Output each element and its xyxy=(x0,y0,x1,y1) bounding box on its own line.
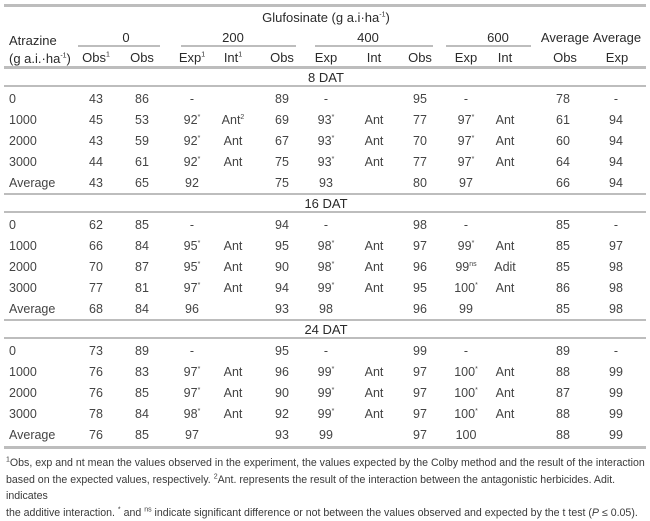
table-cell: 81 xyxy=(135,281,149,295)
top-rule xyxy=(4,4,646,7)
table-cell: 88 xyxy=(556,407,570,421)
atrazine-dose-cell: 3000 xyxy=(9,407,37,421)
subheader-7: Obs xyxy=(408,51,432,65)
table-cell: Ant xyxy=(496,239,515,253)
table-cell: 95* xyxy=(184,239,201,253)
section-end-rule xyxy=(4,193,646,195)
table-cell: Ant xyxy=(496,386,515,400)
table-cell: 62 xyxy=(89,218,103,232)
table-cell: 98 xyxy=(413,218,427,232)
table-cell: Ant xyxy=(496,365,515,379)
atrazine-dose-cell: 3000 xyxy=(9,281,37,295)
group-rule-600 xyxy=(446,45,531,47)
table-cell: 97 xyxy=(413,365,427,379)
table-cell: 89 xyxy=(556,344,570,358)
table-cell: 93 xyxy=(275,302,289,316)
table-cell: 85 xyxy=(556,302,570,316)
table-cell: 95 xyxy=(413,281,427,295)
table-cell: 85 xyxy=(135,386,149,400)
table-cell: 92 xyxy=(185,176,199,190)
table-cell: 95 xyxy=(275,239,289,253)
table-cell: 97* xyxy=(458,155,475,169)
table-cell: 94 xyxy=(609,134,623,148)
atrazine-unit-header: (g $a.i.\cdot ha^{-1}$) xyxy=(9,52,71,66)
table-cell: 61 xyxy=(556,113,570,127)
subheader-6: Int xyxy=(367,51,381,65)
table-cell: 95 xyxy=(275,344,289,358)
table-cell: 92* xyxy=(184,134,201,148)
table-cell: - xyxy=(464,344,468,358)
table-cell: Ant xyxy=(365,239,384,253)
table-cell: 100* xyxy=(454,407,478,421)
table-cell: 92* xyxy=(184,155,201,169)
table-cell: 97 xyxy=(185,428,199,442)
atrazine-dose-cell: 2000 xyxy=(9,260,37,274)
table-cell: 85 xyxy=(135,218,149,232)
table-cell: Ant xyxy=(496,155,515,169)
table-cell: 86 xyxy=(556,281,570,295)
footnote-line-3: the additive interaction. * and $^{ns}$ indicate significant difference or not between the values observed and expected by the t test (P ≤ 0.05). xyxy=(6,505,646,521)
table-cell: 94 xyxy=(275,218,289,232)
group-rule-200 xyxy=(181,45,296,47)
table-cell: Ant xyxy=(365,113,384,127)
table-cell: 75 xyxy=(275,155,289,169)
group-rule-400 xyxy=(315,45,433,47)
table-cell: 65 xyxy=(135,176,149,190)
table-cell: 95* xyxy=(184,260,201,274)
table-cell: 97 xyxy=(609,239,623,253)
footnote-line-2: based on the expected values, respectively. $^2$Ant. represents the result of the interaction between the antagonistic herbicides. Adit. indicates xyxy=(6,472,646,505)
table-cell: 93 xyxy=(275,428,289,442)
table-cell: 73 xyxy=(89,344,103,358)
table-cell: - xyxy=(324,344,328,358)
table-cell: 99 xyxy=(459,302,473,316)
table-cell: 43 xyxy=(89,92,103,106)
table-cell: 66 xyxy=(89,239,103,253)
header-bottom-rule xyxy=(4,66,646,69)
table-cell: 87 xyxy=(135,260,149,274)
dose-header-0: 0 xyxy=(122,31,129,45)
table-cell: 99* xyxy=(318,407,335,421)
table-cell: 97* xyxy=(458,113,475,127)
table-cell: 99 xyxy=(609,365,623,379)
table-cell: Ant xyxy=(496,281,515,295)
table-cell: 89 xyxy=(135,344,149,358)
atrazine-dose-cell: 0 xyxy=(9,218,16,232)
table-cell: 97 xyxy=(413,386,427,400)
subheader-3: Int$^1$ xyxy=(224,51,242,65)
table-cell: 93* xyxy=(318,134,335,148)
table-cell: 98 xyxy=(609,260,623,274)
table-cell: 75 xyxy=(275,176,289,190)
table-cell: Adit xyxy=(494,260,516,274)
table-cell: Ant xyxy=(365,386,384,400)
table-cell: Ant xyxy=(365,260,384,274)
table-cell: 97* xyxy=(184,281,201,295)
table-cell: 99* xyxy=(318,281,335,295)
table-cell: 99 xyxy=(609,428,623,442)
table-cell: 61 xyxy=(135,155,149,169)
table-cell: 87 xyxy=(556,386,570,400)
table-cell: 93* xyxy=(318,113,335,127)
atrazine-dose-cell: 1000 xyxy=(9,113,37,127)
table-cell: 94 xyxy=(609,113,623,127)
table-cell: 70 xyxy=(413,134,427,148)
table-cell: 97 xyxy=(459,176,473,190)
table-cell: 96 xyxy=(413,302,427,316)
table-cell: - xyxy=(324,92,328,106)
table-cell: 90 xyxy=(275,386,289,400)
bottom-rule xyxy=(4,446,646,449)
group-rule-0 xyxy=(78,45,160,47)
table-cell: Ant xyxy=(365,407,384,421)
average-exp-sub: Exp xyxy=(606,51,628,65)
section-rule xyxy=(4,85,646,87)
table-cell: Ant xyxy=(224,386,243,400)
dose-header-600: 600 xyxy=(487,31,509,45)
table-cell: 77 xyxy=(413,113,427,127)
table-cell: 99 xyxy=(413,344,427,358)
table-cell: 99 xyxy=(609,407,623,421)
table-cell: 43 xyxy=(89,134,103,148)
table-cell: 76 xyxy=(89,428,103,442)
table-cell: Ant xyxy=(224,134,243,148)
subheader-0: Obs$^1$ xyxy=(82,51,110,65)
atrazine-dose-cell: Average xyxy=(9,302,55,316)
footnote-line-1: $^1$Obs, exp and nt mean the values observed in the experiment, the values expected by the Colby method and the result of the interaction xyxy=(6,455,646,472)
table-cell: 89 xyxy=(275,92,289,106)
subheader-1: Obs xyxy=(130,51,154,65)
table-cell: 97 xyxy=(413,407,427,421)
table-cell: 92* xyxy=(184,113,201,127)
table-cell: 93* xyxy=(318,155,335,169)
table-cell: 77 xyxy=(89,281,103,295)
table-cell: 97* xyxy=(184,386,201,400)
table-cell: 97* xyxy=(458,134,475,148)
table-cell: 84 xyxy=(135,239,149,253)
table-cell: - xyxy=(614,218,618,232)
table-cell: 100 xyxy=(456,428,477,442)
table-cell: 93 xyxy=(319,176,333,190)
atrazine-dose-cell: 1000 xyxy=(9,365,37,379)
table-cell: - xyxy=(190,92,194,106)
table-cell: - xyxy=(190,218,194,232)
table-cell: 92 xyxy=(275,407,289,421)
subheader-2: Exp$^1$ xyxy=(179,51,205,65)
table-cell: - xyxy=(464,218,468,232)
table-cell: 83 xyxy=(135,365,149,379)
section-end-rule xyxy=(4,319,646,321)
table-cell: 80 xyxy=(413,176,427,190)
atrazine-dose-cell: 2000 xyxy=(9,134,37,148)
table-cell: 88 xyxy=(556,428,570,442)
table-cell: 99 xyxy=(319,428,333,442)
table-cell: 68 xyxy=(89,302,103,316)
section-label: 16 DAT xyxy=(304,197,347,211)
table-cell: 76 xyxy=(89,386,103,400)
table-cell: $99^{ns}$ xyxy=(455,260,476,274)
atrazine-dose-cell: 3000 xyxy=(9,155,37,169)
section-label: 8 DAT xyxy=(308,71,344,85)
table-cell: 78 xyxy=(556,92,570,106)
table-cell: 100* xyxy=(454,386,478,400)
table-cell: Ant xyxy=(496,113,515,127)
table-cell: 85 xyxy=(135,428,149,442)
table-cell: 60 xyxy=(556,134,570,148)
table-cell: 98* xyxy=(184,407,201,421)
table-cell: 94 xyxy=(609,176,623,190)
table-cell: Ant xyxy=(496,407,515,421)
table-cell: 59 xyxy=(135,134,149,148)
table-cell: 97* xyxy=(184,365,201,379)
table-cell: 69 xyxy=(275,113,289,127)
table-cell: 85 xyxy=(556,218,570,232)
table-cell: 84 xyxy=(135,407,149,421)
atrazine-dose-cell: Average xyxy=(9,176,55,190)
table-cell: 78 xyxy=(89,407,103,421)
subheader-5: Exp xyxy=(315,51,337,65)
subheader-8: Exp xyxy=(455,51,477,65)
table-cell: Ant xyxy=(496,134,515,148)
table-cell: 94 xyxy=(609,155,623,169)
atrazine-dose-cell: 2000 xyxy=(9,386,37,400)
table-cell: 98* xyxy=(318,260,335,274)
table-cell: 90 xyxy=(275,260,289,274)
table-cell: 99* xyxy=(458,239,475,253)
table-cell: 100* xyxy=(454,281,478,295)
table-cell: 95 xyxy=(413,92,427,106)
table-cell: 88 xyxy=(556,365,570,379)
table-footnote xyxy=(6,455,646,521)
table-cell: 64 xyxy=(556,155,570,169)
atrazine-dose-cell: 0 xyxy=(9,344,16,358)
table-cell: - xyxy=(324,218,328,232)
table-cell: 77 xyxy=(413,155,427,169)
atrazine-header: Atrazine xyxy=(9,34,57,48)
table-cell: 98 xyxy=(609,302,623,316)
table-cell: 98 xyxy=(609,281,623,295)
section-rule xyxy=(4,211,646,213)
table-cell: 94 xyxy=(275,281,289,295)
subheader-9: Int xyxy=(498,51,512,65)
glufosinate-header: Glufosinate (g $a.i\cdot ha^{-1}$) xyxy=(262,11,390,25)
table-cell: 66 xyxy=(556,176,570,190)
table-cell: 85 xyxy=(556,260,570,274)
table-cell: 98 xyxy=(319,302,333,316)
table-cell: Ant xyxy=(224,407,243,421)
table-cell: 85 xyxy=(556,239,570,253)
dose-header-400: 400 xyxy=(357,31,379,45)
table-cell: Ant xyxy=(224,239,243,253)
section-label: 24 DAT xyxy=(304,323,347,337)
table-cell: 98* xyxy=(318,239,335,253)
table-cell: 97 xyxy=(413,239,427,253)
table-cell: 45 xyxy=(89,113,103,127)
average-obs-header: Average xyxy=(541,31,589,45)
average-exp-header: Average xyxy=(593,31,641,45)
table-cell: Ant xyxy=(224,365,243,379)
table-cell: Ant xyxy=(365,134,384,148)
table-cell: Ant$^2$ xyxy=(222,113,245,127)
subheader-4: Obs xyxy=(270,51,294,65)
table-cell: Ant xyxy=(365,365,384,379)
table-cell: 44 xyxy=(89,155,103,169)
table-cell: Ant xyxy=(224,155,243,169)
table-cell: 43 xyxy=(89,176,103,190)
table-cell: 99 xyxy=(609,386,623,400)
table-cell: 96 xyxy=(185,302,199,316)
table-cell: Ant xyxy=(365,155,384,169)
table-cell: 97 xyxy=(413,428,427,442)
table-cell: 96 xyxy=(413,260,427,274)
table-cell: 99* xyxy=(318,386,335,400)
section-rule xyxy=(4,337,646,339)
average-obs-sub: Obs xyxy=(553,51,577,65)
table-cell: - xyxy=(190,344,194,358)
table-cell: 67 xyxy=(275,134,289,148)
atrazine-dose-cell: 1000 xyxy=(9,239,37,253)
table-cell: 84 xyxy=(135,302,149,316)
table-cell: 100* xyxy=(454,365,478,379)
table-cell: 86 xyxy=(135,92,149,106)
atrazine-dose-cell: Average xyxy=(9,428,55,442)
table-cell: 76 xyxy=(89,365,103,379)
table-cell: - xyxy=(614,344,618,358)
table-cell: Ant xyxy=(365,281,384,295)
table-cell: Ant xyxy=(224,260,243,274)
table-cell: 99* xyxy=(318,365,335,379)
table-cell: 70 xyxy=(89,260,103,274)
table-cell: Ant xyxy=(224,281,243,295)
table-cell: - xyxy=(614,92,618,106)
table-cell: - xyxy=(464,92,468,106)
dose-header-200: 200 xyxy=(222,31,244,45)
table-cell: 96 xyxy=(275,365,289,379)
table-cell: 53 xyxy=(135,113,149,127)
atrazine-dose-cell: 0 xyxy=(9,92,16,106)
